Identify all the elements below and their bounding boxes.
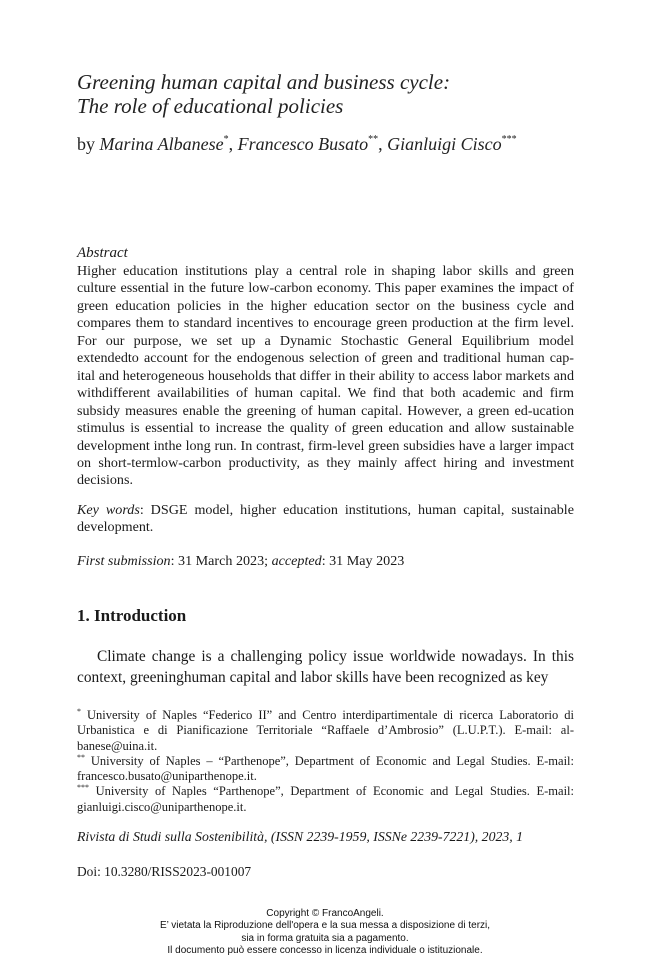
author-separator: , [378,134,388,154]
first-submission-label: First submission [77,553,171,569]
footnote [77,784,574,815]
author-footnote-mark: ** [368,134,379,145]
abstract-text: Higher education institutions play a central role in shaping labor skills and green culture essential in the future low-carbon economy. This paper examines the impact of green education policies in the higher education sector on the business cycle and compares them to standard incentives to encourage green production at the firm level. For our purpose, we set up a Dynamic Stochastic General Equilibrium model extendedto account for the endogenous selection of green and traditional human cap-ital and heterogeneous households that differ in their ability to access labor markets and withdifferent availabilities of human capital. We find that both academic and firm subsidy measures enable the greening of human capital. However, a green ed-ucation stimulus is essential to increase the quality of green education and allow sustainable development inthe long run. In contrast, firm-level green subsidies have a larger impact on short-termlow-carbon productivity, as they mainly affect hiring and investment decisions. [77,263,574,489]
author-name: Gianluigi Cisco [387,134,502,154]
abstract-heading: Abstract [77,245,128,261]
section-paragraph: Climate change is a challenging policy issue worldwide nowadays. In this context, greeninghuman capital and labor skills have been recognized as key [77,648,574,686]
footnote-text: University of Naples “Parthenope”, Department of Economic and Legal Studies. E-mail: gianluigi.cisco@uniparthenope.it. [77,784,574,814]
copyright-line: Il documento può essere concesso in licenza individuale o istituzionale. [167,945,483,957]
footnote-mark: ** [77,752,85,762]
paper-title [77,70,597,118]
author-footnote-mark: * [223,134,229,145]
footnote-mark: * [77,707,81,716]
author-by: by [77,134,100,154]
first-submission-date: : 31 March 2023; [170,553,272,569]
paper-title-line-2: The role of educational policies [77,94,344,118]
copyright-line: E’ vietata la Riproduzione dell'opera e la sua messa a disposizione di terzi, [159,920,491,932]
copyright-line: sia in forma gratuita sia a pagamento. [241,932,409,944]
footnote [77,708,574,754]
author-separator: , [228,134,238,154]
copyright-line: Copyright © FrancoAngeli. [266,908,384,919]
doi: Doi: 10.3280/RISS2023-001007 [77,864,252,879]
submission-dates [77,553,574,570]
footnote-text: University of Naples – “Parthenope”, Department of Economic and Legal Studies. E-mail: francesco.busato@uniparthenope.it. [77,753,574,784]
accepted-label: accepted [271,553,322,569]
paper-title-line-1: Greening human capital and business cycle: [77,70,451,94]
keywords-label: Key words [77,502,140,518]
author-footnote-mark: *** [501,134,517,145]
copyright-notice [100,908,550,958]
author-name: Francesco Busato [237,134,369,154]
author-name: Marina Albanese [99,134,224,154]
footnote [77,754,574,785]
author-line [77,132,597,156]
keywords-text: : DSGE model, higher education institutions, human capital, sustainable development. [77,502,574,536]
footnote-mark: *** [77,783,89,793]
footnote-text: University of Naples “Federico II” and Centro interdipartimentale di ricerca Laboratorio di Urbanistica e di Pianificazione Territoriale “Raffaele d’Ambrosio” (L.U.P.T.). E-mail: al-banese@uina.it. [77,708,574,753]
footnotes [77,708,574,815]
section-heading: 1. Introduction [77,606,187,625]
accepted-date: : 31 May 2023 [321,553,405,569]
keywords [77,502,574,537]
journal-citation: Rivista di Studi sulla Sostenibilità, (ISSN 2239-1959, ISSNe 2239-7221), 2023, 1 [77,829,524,844]
